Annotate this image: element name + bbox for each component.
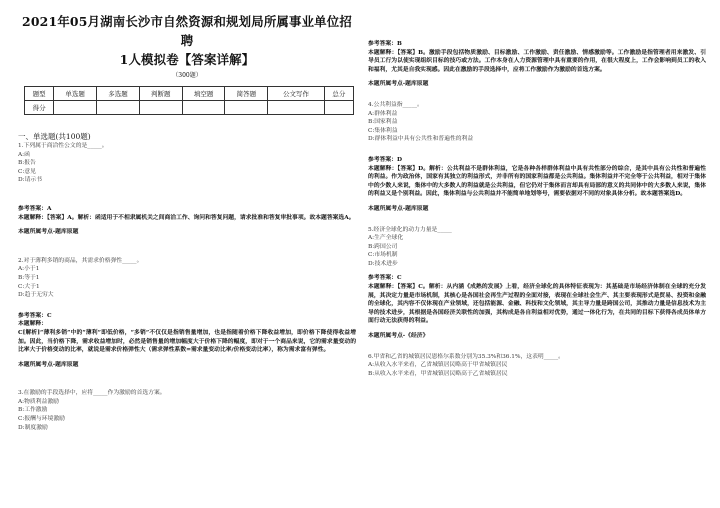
knowledge-point: 本题所属考点-题库原题 <box>368 81 429 88</box>
score-cell-empty <box>97 101 140 115</box>
score-cell-empty <box>324 101 353 115</box>
score-cell: 填空题 <box>182 87 225 101</box>
score-cell: 单选题 <box>54 87 97 101</box>
score-cell-empty <box>268 101 324 115</box>
question-3 <box>18 389 356 432</box>
score-cell-empty <box>182 101 225 115</box>
knowledge-point: 本题所属考点-题库原题 <box>18 229 79 236</box>
right-column <box>368 40 706 378</box>
score-cell: 总分 <box>324 87 353 101</box>
option: C:集体利益 <box>368 127 398 134</box>
option: D:技术进步 <box>368 260 398 267</box>
option: B:等于1 <box>18 274 40 281</box>
score-table-header-row <box>25 87 354 101</box>
knowledge-point: 本题所属考点-《经济》 <box>368 333 429 340</box>
option: C:大于1 <box>18 283 40 290</box>
question-5 <box>368 226 706 341</box>
knowledge-point: 本题所属考点-题库原题 <box>368 205 429 212</box>
option: D:群体利益中具有公共性和普遍性的利益 <box>368 136 474 143</box>
score-table <box>24 86 354 115</box>
option: A:生产全球化 <box>368 235 404 242</box>
explanation: C[解析]“薄利多销”中的“薄利”即低价格，“多销”不仅仅是指销售量增加，也是指随着价格下降收益增加，即价格下降使得收益增加。因此，当价格下降，需求收益增加时，必然是销售量的增加幅度大于价格下降的幅度，即对于一个商品来说，它的需求量变动的比率大于价格变动的比率，就说是需求价格弹性大（需求弹性系数=需求量变动比率/价格变动比率），称为需求富有弹性。 <box>18 329 356 354</box>
score-cell: 题型 <box>25 87 54 101</box>
question-1 <box>18 142 356 237</box>
explanation: 本题解释：【答案】C。解析：从内涵《成熟的发展》上看，经济全球化的具体特征表现为：其基础是市场经济体制在全球的充分发展，其决定力量是市场机制，其核心是各国社会再生产过程的全面对接，表现在全球社会生产、其主要表现形式是贸易、投资和金融的全球化，其内容不仅体现在产业领域，还包括能源、金融、科技和文化领域，其主导力量是跨国公司，其推动力量是信息技术为主导的技术进步，其根据是各国经济关联性的加强，其构成是各自利益相对优势，通过一体化行为，在共同的目标下获得各成员体单方面行动无法获得的利益。 <box>368 284 706 325</box>
score-cell-empty <box>54 101 97 115</box>
knowledge-point: 本题所属考点-题库原题 <box>18 361 79 368</box>
option: B:从收入水平来看，甲省城镇居民略高于乙省城镇居民 <box>368 370 508 377</box>
question-stem: 4.公共利益指_____。 <box>368 101 423 108</box>
score-table-score-row <box>25 101 354 115</box>
option: D:请示书 <box>18 177 42 184</box>
section-title: 一、单选题(共100题) <box>18 132 91 141</box>
question-stem: 5.经济全球化的动力力量是_____ <box>368 226 452 233</box>
option: A:群体利益 <box>368 110 398 117</box>
question-2 <box>18 257 356 370</box>
question-stem: 1.下列属于商洽性公文的是_____。 <box>18 143 108 149</box>
score-cell: 公文写作 <box>268 87 324 101</box>
option: B:报告 <box>18 160 36 167</box>
question-stem: 6.甲省和乙省的城镇居民恩格尔系数分别为35.3%和36.1%，这表明_____。 <box>368 353 564 360</box>
option: D:制度激励 <box>18 424 48 431</box>
option: D:趋于无穷大 <box>18 292 54 299</box>
score-cell: 判断题 <box>139 87 182 101</box>
explanation-head: 本题解释： <box>18 321 47 328</box>
option: C:意见 <box>18 168 36 175</box>
doc-title-line1: 2021年05月湖南长沙市自然资源和规划局所属事业单位招聘 <box>22 14 352 48</box>
answer: 参考答案：C <box>18 312 52 319</box>
score-cell-empty <box>139 101 182 115</box>
explanation: 本题解释：【答案】B。激励手段包括物质激励、目标激励、工作激励、责任激励、情感激励等。工作激励是指管理者用来激发、引导员工行为以使实现组织目标的技巧或方法。工作本身在人力资源管理中具有重要的作用，在很大程度上，工作会影响到员工的收入和福利，尤其是自我实现感。因此在激励的手段选择中，应将工作激励作为激励的首选方案。 <box>368 49 706 73</box>
answer: 参考答案：C <box>368 275 402 282</box>
left-column <box>18 12 356 432</box>
explanation: 本题解释：【答案】A。解析：函适用于不相隶属机关之间商洽工作、询问和答复问题，请求批准和答复审批事项。故本题答案选A。 <box>18 214 355 221</box>
question-3-answer <box>368 40 706 89</box>
score-cell: 多选题 <box>97 87 140 101</box>
option: A:函 <box>18 151 30 158</box>
score-cell: 得分 <box>25 101 54 115</box>
question-4 <box>368 101 706 214</box>
question-stem: 2.对于薄利多销的商品，其需求价格弹性_____。 <box>18 257 143 264</box>
doc-subtitle: （300题） <box>172 72 202 79</box>
answer: 参考答案：A <box>18 205 52 212</box>
option: B:国家利益 <box>368 119 398 126</box>
score-cell-empty <box>225 101 268 115</box>
answer: 参考答案：D <box>368 156 403 163</box>
option: B:跨国公司 <box>368 243 398 250</box>
option: C:报酬与环境激励 <box>18 416 65 423</box>
option: B:工作激励 <box>18 407 48 414</box>
option: C:市场机制 <box>368 252 398 259</box>
option: A:物质利益激励 <box>18 398 59 405</box>
option: A:从收入水平来看，乙省城镇居民略高于甲省城镇居民 <box>368 362 508 369</box>
score-cell: 简答题 <box>225 87 268 101</box>
option: A:小于1 <box>18 266 40 273</box>
question-stem: 3.在激励的手段选择中，应将_____作为激励的首选方案。 <box>18 390 166 397</box>
question-6 <box>368 353 706 379</box>
explanation: 本题解释：【答案】D。解析：公共利益不是群体利益，它是各种各样群体利益中具有共性部分的综合，是其中具有公共性和普遍性的利益。作为政治体，国家有其独立的利益形式，并非所有的国家利益都是公共利益。集体利益并不完全等于公共利益，相对于集体中的少数人来说，集体中的大多数人的利益就是公共利益，但它仍对于集体而言却具有局部的意义的共同体中的大多数人来说，集体的利益又是个别利益。因此，集体利益与公共利益并不能简单地划等号，需要依据对不同的对象具体分析。故本题答案选D。 <box>368 165 706 198</box>
doc-title-line2: 1人模拟卷【答案详解】 <box>119 52 255 67</box>
answer: 参考答案：B <box>368 41 402 47</box>
